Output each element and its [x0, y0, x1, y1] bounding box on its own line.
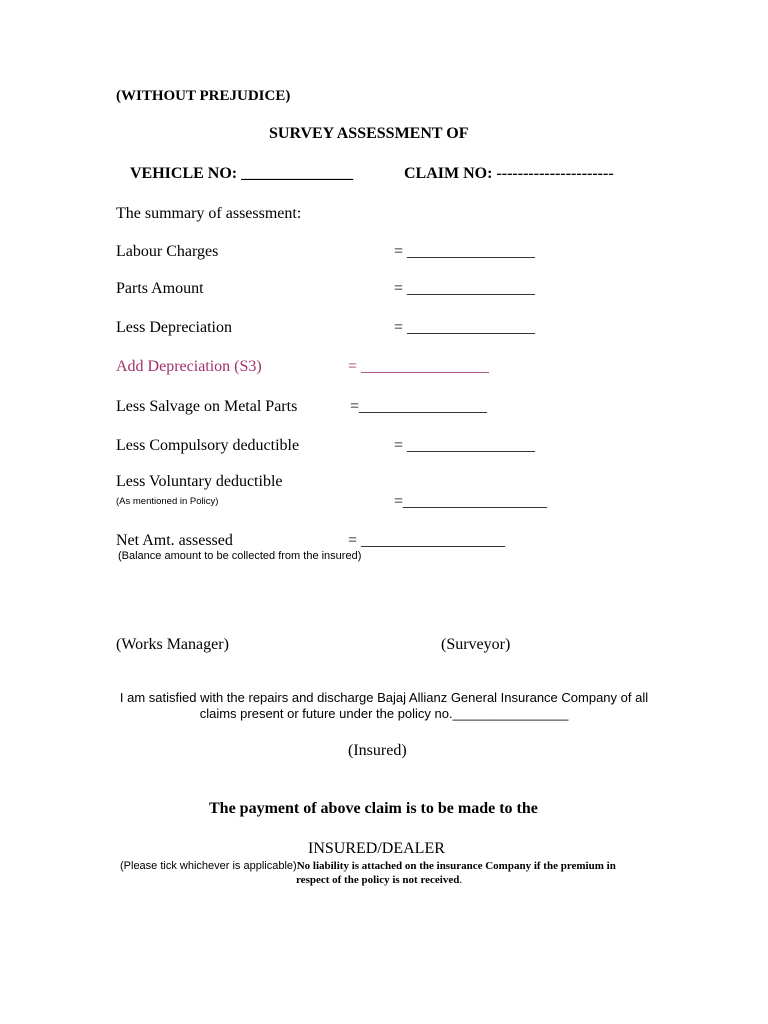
labour-charges-label: Labour Charges — [116, 243, 219, 260]
add-depreciation-value: = ________________ — [348, 358, 490, 375]
tick-note: (Please tick whichever is applicable) — [120, 860, 297, 872]
declaration-line-2: claims present or future under the policy no.________________ — [199, 706, 569, 721]
labour-charges-value: = ________________ — [394, 243, 536, 260]
without-prejudice-label: (WITHOUT PREJUDICE) — [116, 88, 291, 104]
less-compulsory-value: = ________________ — [394, 437, 536, 454]
payment-heading: The payment of above claim is to be made to the — [209, 800, 538, 817]
insured-signature: (Insured) — [348, 742, 407, 759]
works-manager-signature: (Works Manager) — [116, 636, 229, 653]
less-salvage-label: Less Salvage on Metal Parts — [116, 398, 298, 415]
summary-intro: The summary of assessment: — [116, 205, 302, 222]
net-amt-value: = __________________ — [348, 532, 506, 549]
liability-note-line-2: respect of the policy is not received — [296, 874, 460, 886]
less-voluntary-label: Less Voluntary deductible — [116, 473, 283, 490]
less-voluntary-note: (As mentioned in Policy) — [116, 496, 219, 507]
less-voluntary-value: =__________________ — [394, 493, 548, 510]
less-salvage-value: =________________ — [350, 398, 488, 415]
declaration-line-1: I am satisfied with the repairs and discharge Bajaj Allianz General Insurance Company of all — [119, 690, 649, 705]
document-title: SURVEY ASSESSMENT OF — [269, 125, 469, 142]
less-depreciation-value: = ________________ — [394, 319, 536, 336]
vehicle-no-field: VEHICLE NO: ______________ — [130, 165, 354, 182]
less-compulsory-label: Less Compulsory deductible — [116, 437, 300, 454]
liability-note-period: . — [459, 874, 463, 886]
net-amt-note: (Balance amount to be collected from the insured) — [118, 550, 362, 562]
parts-amount-value: = ________________ — [394, 280, 536, 297]
liability-note-line-1: No liability is attached on the insurance Company if the premium in — [296, 860, 616, 872]
less-depreciation-label: Less Depreciation — [116, 319, 232, 336]
surveyor-signature: (Surveyor) — [441, 636, 511, 653]
claim-no-field: CLAIM NO: ---------------------- — [404, 165, 614, 182]
payee-label: INSURED/DEALER — [308, 840, 445, 857]
net-amt-label: Net Amt. assessed — [116, 532, 233, 549]
payment-note-line-2 — [296, 871, 462, 887]
parts-amount-label: Parts Amount — [116, 280, 204, 297]
add-depreciation-label: Add Depreciation (S3) — [116, 358, 262, 375]
